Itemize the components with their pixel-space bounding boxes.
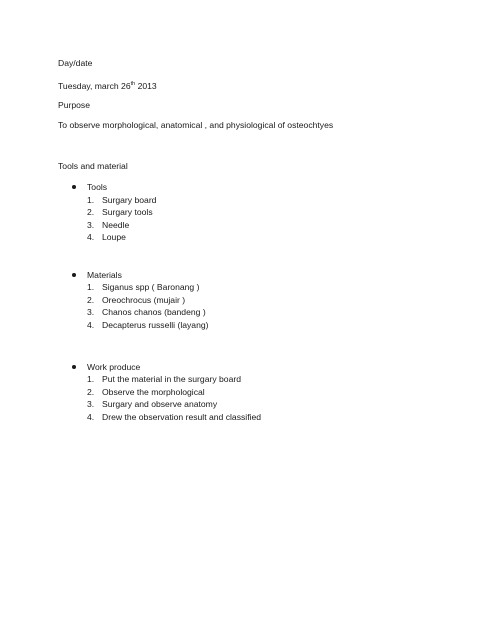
list-number: 4.: [87, 412, 95, 422]
list-text: Surgary board: [102, 195, 157, 205]
list-text: Oreochrocus (mujair ): [102, 295, 186, 305]
list-number: 3.: [87, 399, 95, 409]
list-text: Put the material in the surgary board: [102, 374, 242, 384]
list-item: [87, 411, 261, 423]
list-number: 2.: [87, 295, 95, 305]
bullet-title: Materials: [87, 270, 122, 280]
bullet-icon: [72, 273, 76, 277]
purpose-text: To observe morphological, anatomical , and physiological of osteochtyes: [58, 120, 334, 130]
list-item: [87, 231, 126, 243]
list-text: Observe the morphological: [102, 387, 205, 397]
list-number: 3.: [87, 307, 95, 317]
list-number: 1.: [87, 195, 95, 205]
list-text: Surgary tools: [102, 207, 153, 217]
bullet-title: Tools: [87, 182, 108, 192]
list-text: Drew the observation result and classified: [102, 412, 262, 422]
list-item: [87, 194, 156, 206]
list-number: 1.: [87, 282, 95, 292]
bullet-icon: [72, 365, 76, 369]
list-item: [87, 206, 153, 218]
date-text: Tuesday, march 26: [58, 81, 131, 91]
list-text: Surgary and observe anatomy: [102, 399, 218, 409]
list-number: 4.: [87, 232, 95, 242]
list-text: Loupe: [102, 232, 126, 242]
purpose-label: Purpose: [58, 100, 91, 110]
list-item: [87, 398, 217, 410]
list-item: [87, 373, 241, 385]
bullet-title: Work produce: [87, 362, 141, 372]
list-number: 4.: [87, 320, 95, 330]
date-line: [58, 80, 157, 92]
bullet-icon: [72, 185, 76, 189]
date-year: 2013: [135, 81, 157, 91]
list-number: 2.: [87, 207, 95, 217]
list-item: [87, 281, 199, 293]
list-item: [87, 294, 185, 306]
list-item: [87, 319, 209, 331]
list-text: Siganus spp ( Baronang ): [102, 282, 200, 292]
list-number: 3.: [87, 220, 95, 230]
day-date-label: Day/date: [58, 58, 93, 68]
list-item: [87, 306, 206, 318]
list-text: Chanos chanos (bandeng ): [102, 307, 206, 317]
list-number: 2.: [87, 387, 95, 397]
date-superscript: th: [130, 80, 136, 87]
list-item: [87, 386, 205, 398]
list-text: Needle: [102, 220, 130, 230]
list-item: [87, 219, 129, 231]
tools-material-heading: Tools and material: [58, 161, 128, 171]
list-number: 1.: [87, 374, 95, 384]
list-text: Decapterus russelli (layang): [102, 320, 209, 330]
